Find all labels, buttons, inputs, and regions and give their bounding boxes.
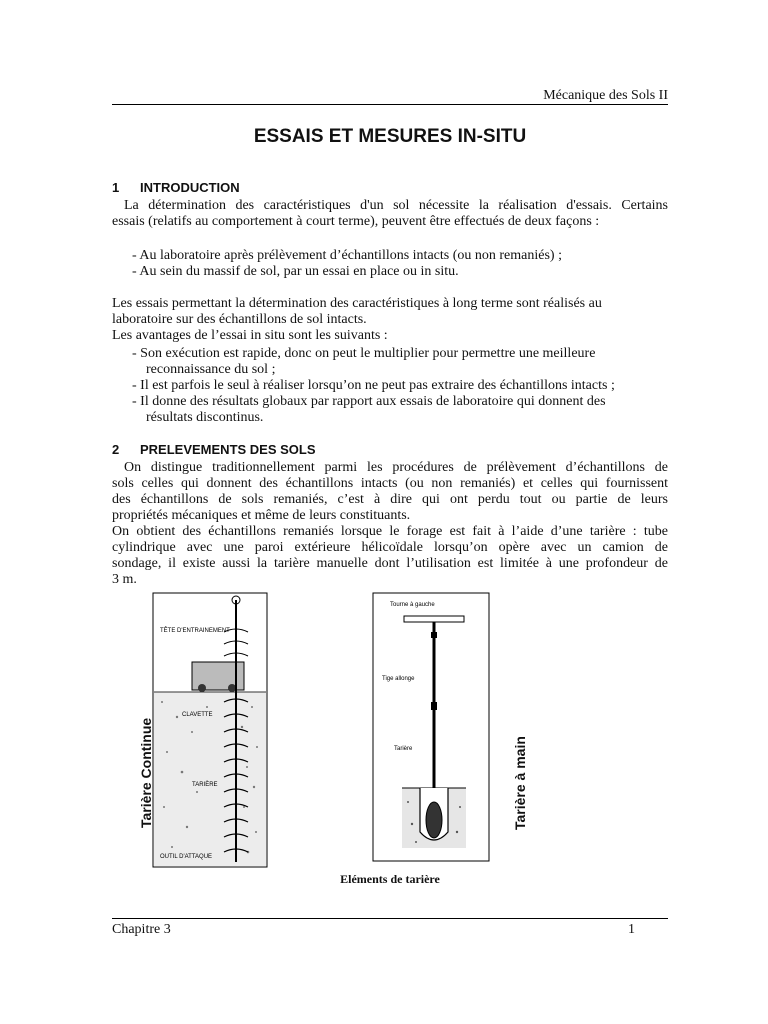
paragraph [112, 460, 668, 588]
text-line: 3 m. [112, 572, 137, 587]
text-line: sols celles qui donnent des échantillons intacts (ou non remaniés) et celles qui fournissent [112, 476, 668, 491]
running-header: Mécanique des Sols II [543, 88, 668, 103]
list-item-continuation: résultats discontinus. [146, 410, 264, 425]
section-number: 2 [112, 442, 120, 457]
list-item: - Son exécution est rapide, donc on peut le multiplier pour permettre une meilleure [132, 346, 596, 361]
section-2-heading [112, 442, 316, 457]
figure-caption: Eléments de tarière [340, 872, 440, 886]
continuous-auger-illustration [152, 592, 268, 868]
text-line: essais (relatifs au comportement à court terme), peuvent être effectués de deux façons : [112, 214, 600, 229]
list-item: - Il donne des résultats globaux par rapport aux essais de laboratoire qui donnent des [132, 394, 606, 409]
page-number: 1 [628, 922, 635, 937]
text-line: des échantillons de sols remaniés, c’est à dire qui ont perdu tout ou partie de leurs [112, 492, 668, 507]
text-line: On distingue traditionnellement parmi les procédures de prélèvement d’échantillons de [124, 460, 668, 475]
annotation-label: CLAVETTE [182, 712, 213, 718]
text-line: propriétés mécaniques et même de leurs constituants. [112, 508, 411, 523]
section-title: PRELEVEMENTS DES SOLS [140, 442, 316, 457]
annotation-label: TARIÈRE [192, 782, 218, 788]
annotation-label: OUTIL D'ATTAQUE [160, 854, 213, 860]
continuous-auger-label: Tarière Continue [138, 717, 154, 828]
paragraph [112, 296, 668, 344]
list-item: - Il est parfois le seul à réaliser lorsqu’on ne peut pas extraire des échantillons intacts ; [132, 378, 615, 393]
text-line: cylindrique avec une paroi extérieure hélicoïdale lorsqu’on opère avec un camion de [112, 540, 668, 555]
intro-paragraph [112, 198, 668, 230]
section-number: 1 [112, 180, 120, 195]
text-line: laboratoire sur des échantillons de sol intacts. [112, 312, 367, 327]
footer-divider [112, 918, 668, 919]
section-1-heading [112, 180, 240, 195]
footer-chapter: Chapitre 3 [112, 922, 171, 937]
annotation-label: TÊTE D'ENTRAINEMENT [160, 628, 230, 634]
text-line: La détermination des caractéristiques d'un sol nécessite la réalisation d'essais. Certains [124, 198, 668, 213]
document-title: ESSAIS ET MESURES IN-SITU [253, 126, 527, 147]
text-line: Les avantages de l’essai in situ sont les suivants : [112, 328, 388, 343]
annotation-label: Tourne à gauche [390, 602, 435, 608]
list-item: - Au sein du massif de sol, par un essai en place ou in situ. [132, 264, 459, 279]
header-divider [112, 104, 668, 105]
annotation-label: Tige allonge [382, 676, 415, 682]
text-line: sondage, il existe aussi la tarière manuelle dont l’utilisation est limitée à une profondeur de [112, 556, 668, 571]
hand-auger-illustration [372, 592, 490, 862]
list-item: - Au laboratoire après prélèvement d’échantillons intacts (ou non remaniés) ; [132, 248, 562, 263]
annotation-label: Tarière [394, 746, 413, 752]
section-title: INTRODUCTION [140, 180, 240, 195]
list-item-continuation: reconnaissance du sol ; [146, 362, 276, 377]
text-line: Les essais permettant la détermination des caractéristiques à long terme sont réalisés au [112, 296, 602, 311]
text-line: On obtient des échantillons remaniés lorsque le forage est fait à l’aide d’une tarière : tube [112, 524, 668, 539]
hand-auger-label: Tarière à main [512, 736, 528, 830]
